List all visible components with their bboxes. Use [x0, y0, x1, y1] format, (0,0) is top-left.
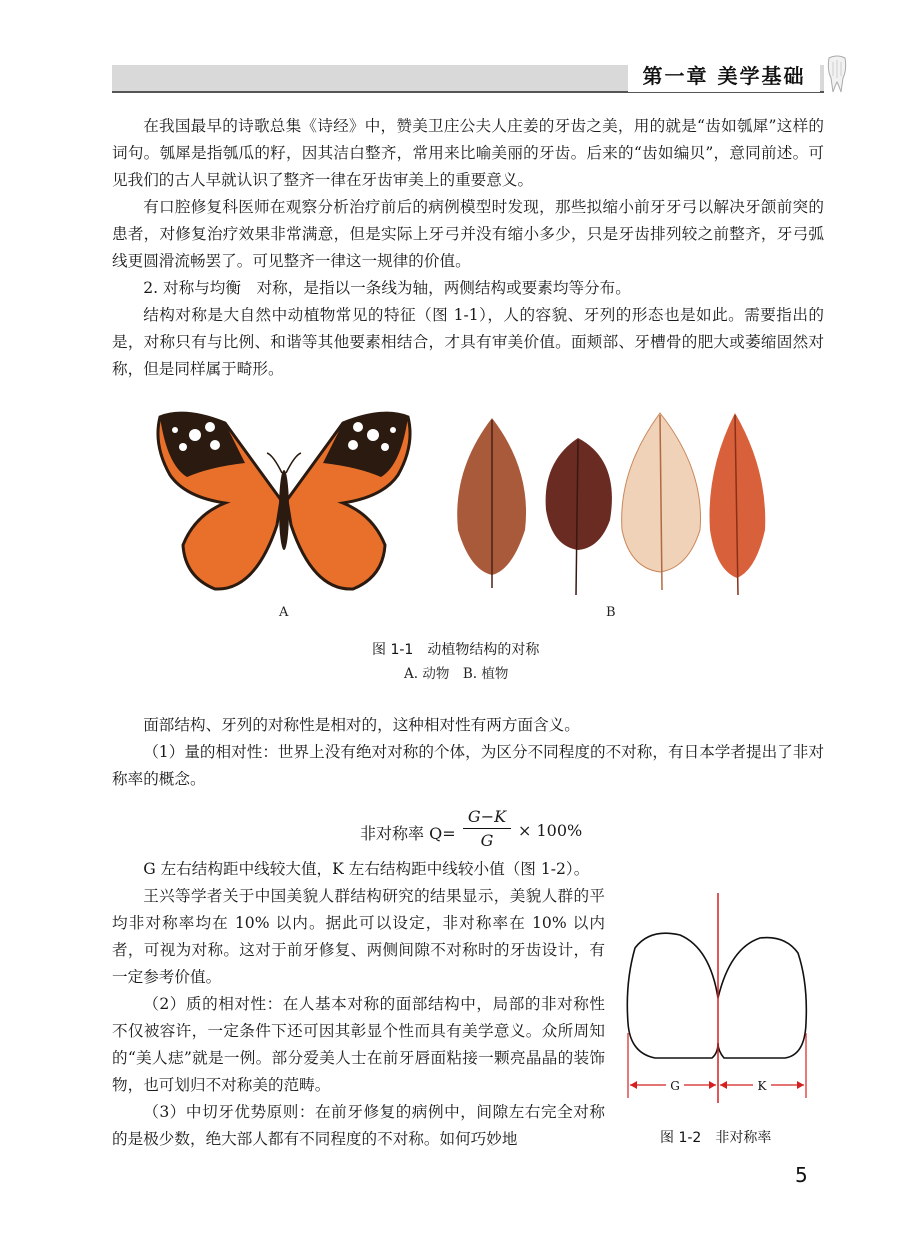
figure-label-a: A: [279, 605, 289, 620]
teeth-outline: [627, 933, 806, 1058]
formula-denominator: G: [480, 831, 494, 850]
formula-fraction: [463, 806, 511, 853]
intro-text-block: [112, 113, 824, 383]
paragraph: 王兴等学者关于中国美貌人群结构研究的结果显示，美貌人群的平均非对称率均在 10% 以内。据此可以设定，非对称率在 10% 以内者，可视为对称。这对于前牙修复、两侧间隙不对称时的牙齿设计，有一定参考价值。: [112, 887, 605, 986]
label-g: G: [670, 1079, 680, 1093]
leaves-image: [450, 410, 775, 600]
paragraph: （1）量的相对性：世界上没有绝对对称的个体，为区分不同程度的不对称，有日本学者提出了非对称率的概念。: [112, 743, 824, 788]
paragraph: G 左右结构距中线较大值，K 左右结构距中线较小值（图 1-2）。: [143, 860, 590, 878]
formula-multiplier: × 100%: [518, 821, 583, 840]
leaf-3: [622, 413, 701, 590]
paragraph: 结构对称是大自然中动植物常见的特征（图 1-1），人的容貌、牙列的形态也是如此。需要指出的是，对称只有与比例、和谐等其他要素相结合，才具有审美价值。面颊部、牙槽骨的肥大或萎缩固然对称，但是同样属于畸形。: [112, 306, 824, 378]
narrow-text-block: [112, 883, 605, 1153]
tooth-icon: [826, 54, 848, 94]
relativity-text-block: [112, 712, 824, 793]
paragraph: 面部结构、牙列的对称性是相对的，这种相对性有两方面含义。: [143, 716, 580, 734]
label-k: K: [757, 1079, 767, 1093]
paragraph: 有口腔修复科医师在观察分析治疗前后的病例模型时发现，那些拟缩小前牙牙弓以解决牙颌前突的患者，对修复治疗效果非常满意，但是实际上牙弓并没有缩小多少，只是牙齿排列较之前整齐，牙弓弧线更圆滑流畅罢了。可见整齐一律这一规律的价值。: [112, 198, 824, 270]
formula-lhs: 非对称率 Q=: [360, 824, 456, 843]
paragraph: 2. 对称与均衡 对称，是指以一条线为轴，两侧结构或要素均等分布。: [143, 279, 631, 297]
figure-label-b: B: [606, 605, 616, 620]
figure-1-1-caption: 图 1-1 动植物结构的对称: [372, 642, 540, 658]
figure-1-1-subcaption: A. 动物 B. 植物: [404, 666, 509, 682]
definition-text-block: [112, 856, 824, 883]
formula-numerator: G−K: [467, 807, 507, 826]
leaf-1: [457, 418, 526, 588]
butterfly-left-wings: [158, 413, 281, 589]
butterfly-image: [155, 405, 413, 595]
butterfly-body: [279, 470, 289, 550]
leaf-2: [546, 438, 612, 595]
butterfly-right-wings: [287, 413, 410, 589]
figure-1-2-caption: 图 1-2 非对称率: [660, 1130, 772, 1146]
page-number: 5: [795, 1163, 808, 1187]
paragraph: （3）中切牙优势原则：在前牙修复的病例中，间隙左右完全对称的是极少数，绝大部人都有不同程度的不对称。如何巧妙地: [112, 1103, 605, 1148]
paragraph: 在我国最早的诗歌总集《诗经》中，赞美卫庄公夫人庄姜的牙齿之美，用的就是“齿如瓠犀”这样的词句。瓠犀是指瓠瓜的籽，因其洁白整齐，常用来比喻美丽的牙齿。后来的“齿如编贝”，意同前述。可见我们的古人早就认识了整齐一律在牙齿审美上的重要意义。: [112, 117, 824, 189]
teeth-asymmetry-diagram: [620, 893, 820, 1113]
paragraph: （2）质的相对性：在人基本对称的面部结构中，局部的非对称性不仅被容许，一定条件下还可因其彰显个性而具有美学意义。众所周知的“美人痣”就是一例。部分爱美人士在前牙唇面粘接一颗亮晶晶的装饰物，也可划归不对称美的范畴。: [112, 995, 605, 1094]
leaf-4: [710, 413, 766, 595]
chapter-title: 第一章 美学基础: [628, 60, 820, 92]
